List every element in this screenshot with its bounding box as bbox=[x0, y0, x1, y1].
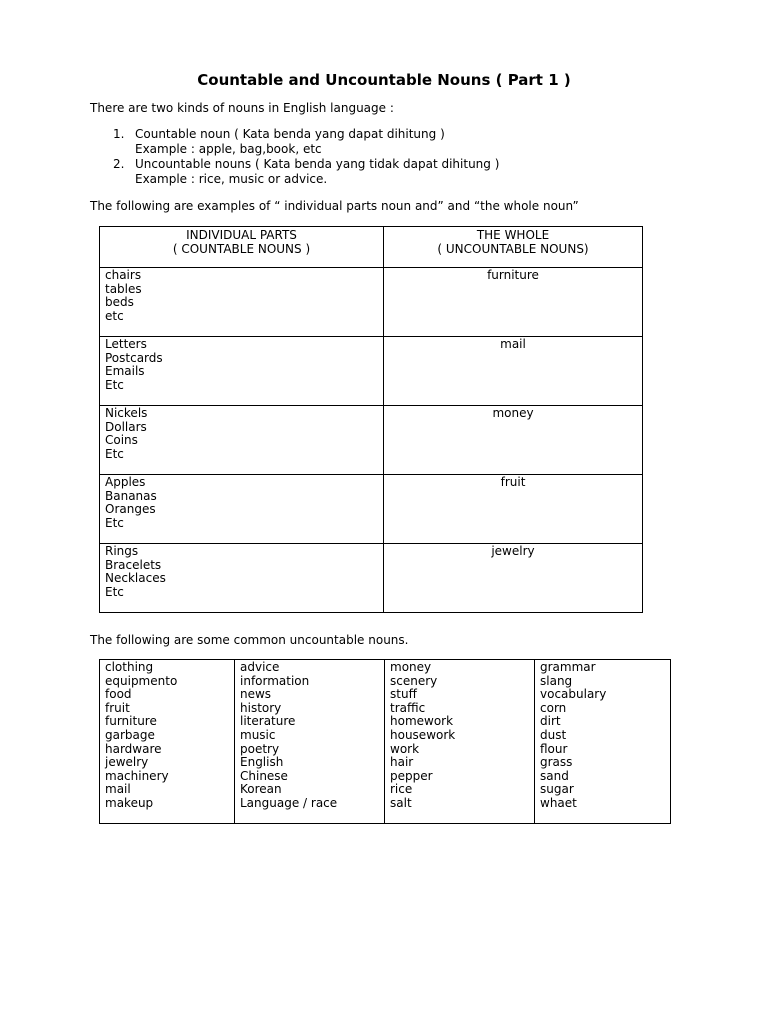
uncountable-noun: machinery bbox=[105, 768, 169, 783]
uncountable-noun: traffic bbox=[390, 700, 426, 715]
uncountable-noun: food bbox=[105, 687, 132, 702]
header-sublabel: ( UNCOUNTABLE NOUNS) bbox=[437, 241, 589, 256]
table-row bbox=[100, 544, 643, 613]
uncountable-noun: equipmento bbox=[105, 673, 178, 688]
table-row bbox=[100, 660, 671, 824]
table-row bbox=[100, 337, 643, 406]
uncountable-noun: rice bbox=[390, 782, 413, 797]
uncountable-noun: music bbox=[240, 727, 276, 742]
uncountable-column bbox=[535, 660, 671, 824]
uncountable-noun: money bbox=[492, 406, 534, 420]
uncountable-column bbox=[235, 660, 385, 824]
uncountable-noun: scenery bbox=[390, 673, 438, 688]
individual-parts-cell bbox=[100, 406, 384, 475]
uncountable-noun: jewelry bbox=[491, 544, 535, 558]
noun-kind-example: Example : rice, music or advice. bbox=[135, 172, 328, 186]
uncountable-noun: vocabulary bbox=[540, 687, 607, 702]
noun-kind-definition: Uncountable nouns ( Kata benda yang tidak dapat dihitung ) bbox=[135, 157, 500, 171]
uncountable-noun: fruit bbox=[500, 475, 526, 489]
the-whole-cell bbox=[384, 406, 643, 475]
countable-noun: beds bbox=[105, 295, 134, 310]
countable-noun: Etc bbox=[105, 446, 124, 461]
countable-noun: chairs bbox=[105, 268, 142, 282]
noun-kind-definition: Countable noun ( Kata benda yang dapat dihitung ) bbox=[135, 127, 445, 141]
uncountable-noun: dirt bbox=[540, 714, 561, 729]
uncountable-noun: grammar bbox=[540, 660, 596, 674]
uncountable-noun: makeup bbox=[105, 795, 154, 810]
uncountable-noun: literature bbox=[240, 714, 296, 729]
uncountable-noun: advice bbox=[240, 660, 280, 674]
countable-noun: Oranges bbox=[105, 502, 156, 517]
list-number: 2. bbox=[113, 157, 125, 171]
countable-noun: etc bbox=[105, 308, 124, 323]
header-sublabel: ( COUNTABLE NOUNS ) bbox=[172, 241, 311, 256]
individual-parts-cell bbox=[100, 337, 384, 406]
uncountable-noun: jewelry bbox=[105, 755, 149, 770]
uncountable-noun: money bbox=[390, 660, 432, 674]
uncountable-noun: English bbox=[240, 755, 284, 770]
countable-noun: Emails bbox=[105, 364, 145, 379]
noun-kind-item bbox=[90, 157, 499, 187]
countable-noun: Etc bbox=[105, 377, 124, 392]
uncountable-noun: garbage bbox=[105, 727, 155, 742]
uncountable-noun: poetry bbox=[240, 741, 280, 756]
individual-parts-cell bbox=[100, 544, 384, 613]
uncountable-noun: dust bbox=[540, 727, 567, 742]
noun-kind-example: Example : apple, bag,book, etc bbox=[135, 142, 322, 156]
countable-noun: Etc bbox=[105, 584, 124, 599]
uncountable-noun: history bbox=[240, 700, 282, 715]
table-row bbox=[100, 475, 643, 544]
countable-noun: Postcards bbox=[105, 350, 163, 365]
countable-noun: Etc bbox=[105, 515, 124, 530]
table-header-row bbox=[100, 227, 643, 268]
countable-noun: tables bbox=[105, 281, 142, 296]
uncountable-noun: sugar bbox=[540, 782, 574, 797]
uncountable-noun: salt bbox=[390, 795, 412, 810]
list-number: 1. bbox=[113, 127, 125, 141]
table-row bbox=[100, 268, 643, 337]
header-individual-parts bbox=[100, 227, 384, 268]
uncountable-noun: Language / race bbox=[240, 795, 338, 810]
uncountable-noun: news bbox=[240, 687, 272, 702]
uncountable-noun: slang bbox=[540, 673, 573, 688]
countable-noun: Rings bbox=[105, 544, 139, 558]
uncountable-column bbox=[385, 660, 535, 824]
common-intro-text: The following are some common uncountable nouns. bbox=[90, 633, 409, 647]
individual-parts-cell bbox=[100, 268, 384, 337]
header-label: THE WHOLE bbox=[476, 228, 550, 242]
countable-noun: Bracelets bbox=[105, 557, 162, 572]
the-whole-cell bbox=[384, 268, 643, 337]
the-whole-cell bbox=[384, 475, 643, 544]
uncountable-noun: pepper bbox=[390, 768, 433, 783]
uncountable-noun: hardware bbox=[105, 741, 162, 756]
common-uncountable-table bbox=[99, 659, 671, 824]
individual-parts-cell bbox=[100, 475, 384, 544]
header-label: INDIVIDUAL PARTS bbox=[186, 228, 297, 242]
uncountable-noun: housework bbox=[390, 727, 456, 742]
pairs-intro-text: The following are examples of “ individual parts noun and” and “the whole noun” bbox=[90, 199, 579, 213]
countable-noun: Bananas bbox=[105, 488, 157, 503]
uncountable-noun: furniture bbox=[105, 714, 157, 729]
noun-kind-item bbox=[90, 127, 499, 157]
countable-noun: Dollars bbox=[105, 419, 147, 434]
uncountable-noun: mail bbox=[500, 337, 526, 351]
uncountable-noun: mail bbox=[105, 782, 131, 797]
countable-noun: Nickels bbox=[105, 406, 148, 420]
the-whole-cell bbox=[384, 337, 643, 406]
parts-whole-table-body bbox=[100, 268, 643, 613]
uncountable-noun: fruit bbox=[105, 700, 130, 715]
header-the-whole bbox=[384, 227, 643, 268]
uncountable-column bbox=[100, 660, 235, 824]
uncountable-noun: information bbox=[240, 673, 310, 688]
countable-noun: Coins bbox=[105, 433, 138, 448]
uncountable-noun: homework bbox=[390, 714, 454, 729]
uncountable-noun: Chinese bbox=[240, 768, 288, 783]
uncountable-noun: work bbox=[390, 741, 420, 756]
countable-noun: Necklaces bbox=[105, 571, 166, 586]
countable-noun: Letters bbox=[105, 337, 147, 351]
uncountable-noun: stuff bbox=[390, 687, 417, 702]
uncountable-noun: whaet bbox=[540, 795, 577, 810]
uncountable-noun: clothing bbox=[105, 660, 154, 674]
noun-kinds-list bbox=[90, 127, 499, 187]
intro-text: There are two kinds of nouns in English language : bbox=[90, 101, 394, 115]
uncountable-noun: sand bbox=[540, 768, 569, 783]
the-whole-cell bbox=[384, 544, 643, 613]
uncountable-noun: hair bbox=[390, 755, 414, 770]
countable-noun: Apples bbox=[105, 475, 146, 489]
uncountable-noun: Korean bbox=[240, 782, 282, 797]
uncountable-noun: grass bbox=[540, 755, 573, 770]
uncountable-noun: corn bbox=[540, 700, 567, 715]
document-title: Countable and Uncountable Nouns ( Part 1 ) bbox=[197, 71, 571, 89]
table-row bbox=[100, 406, 643, 475]
parts-whole-table bbox=[99, 226, 643, 613]
uncountable-noun: flour bbox=[540, 741, 568, 756]
uncountable-noun: furniture bbox=[487, 268, 539, 282]
